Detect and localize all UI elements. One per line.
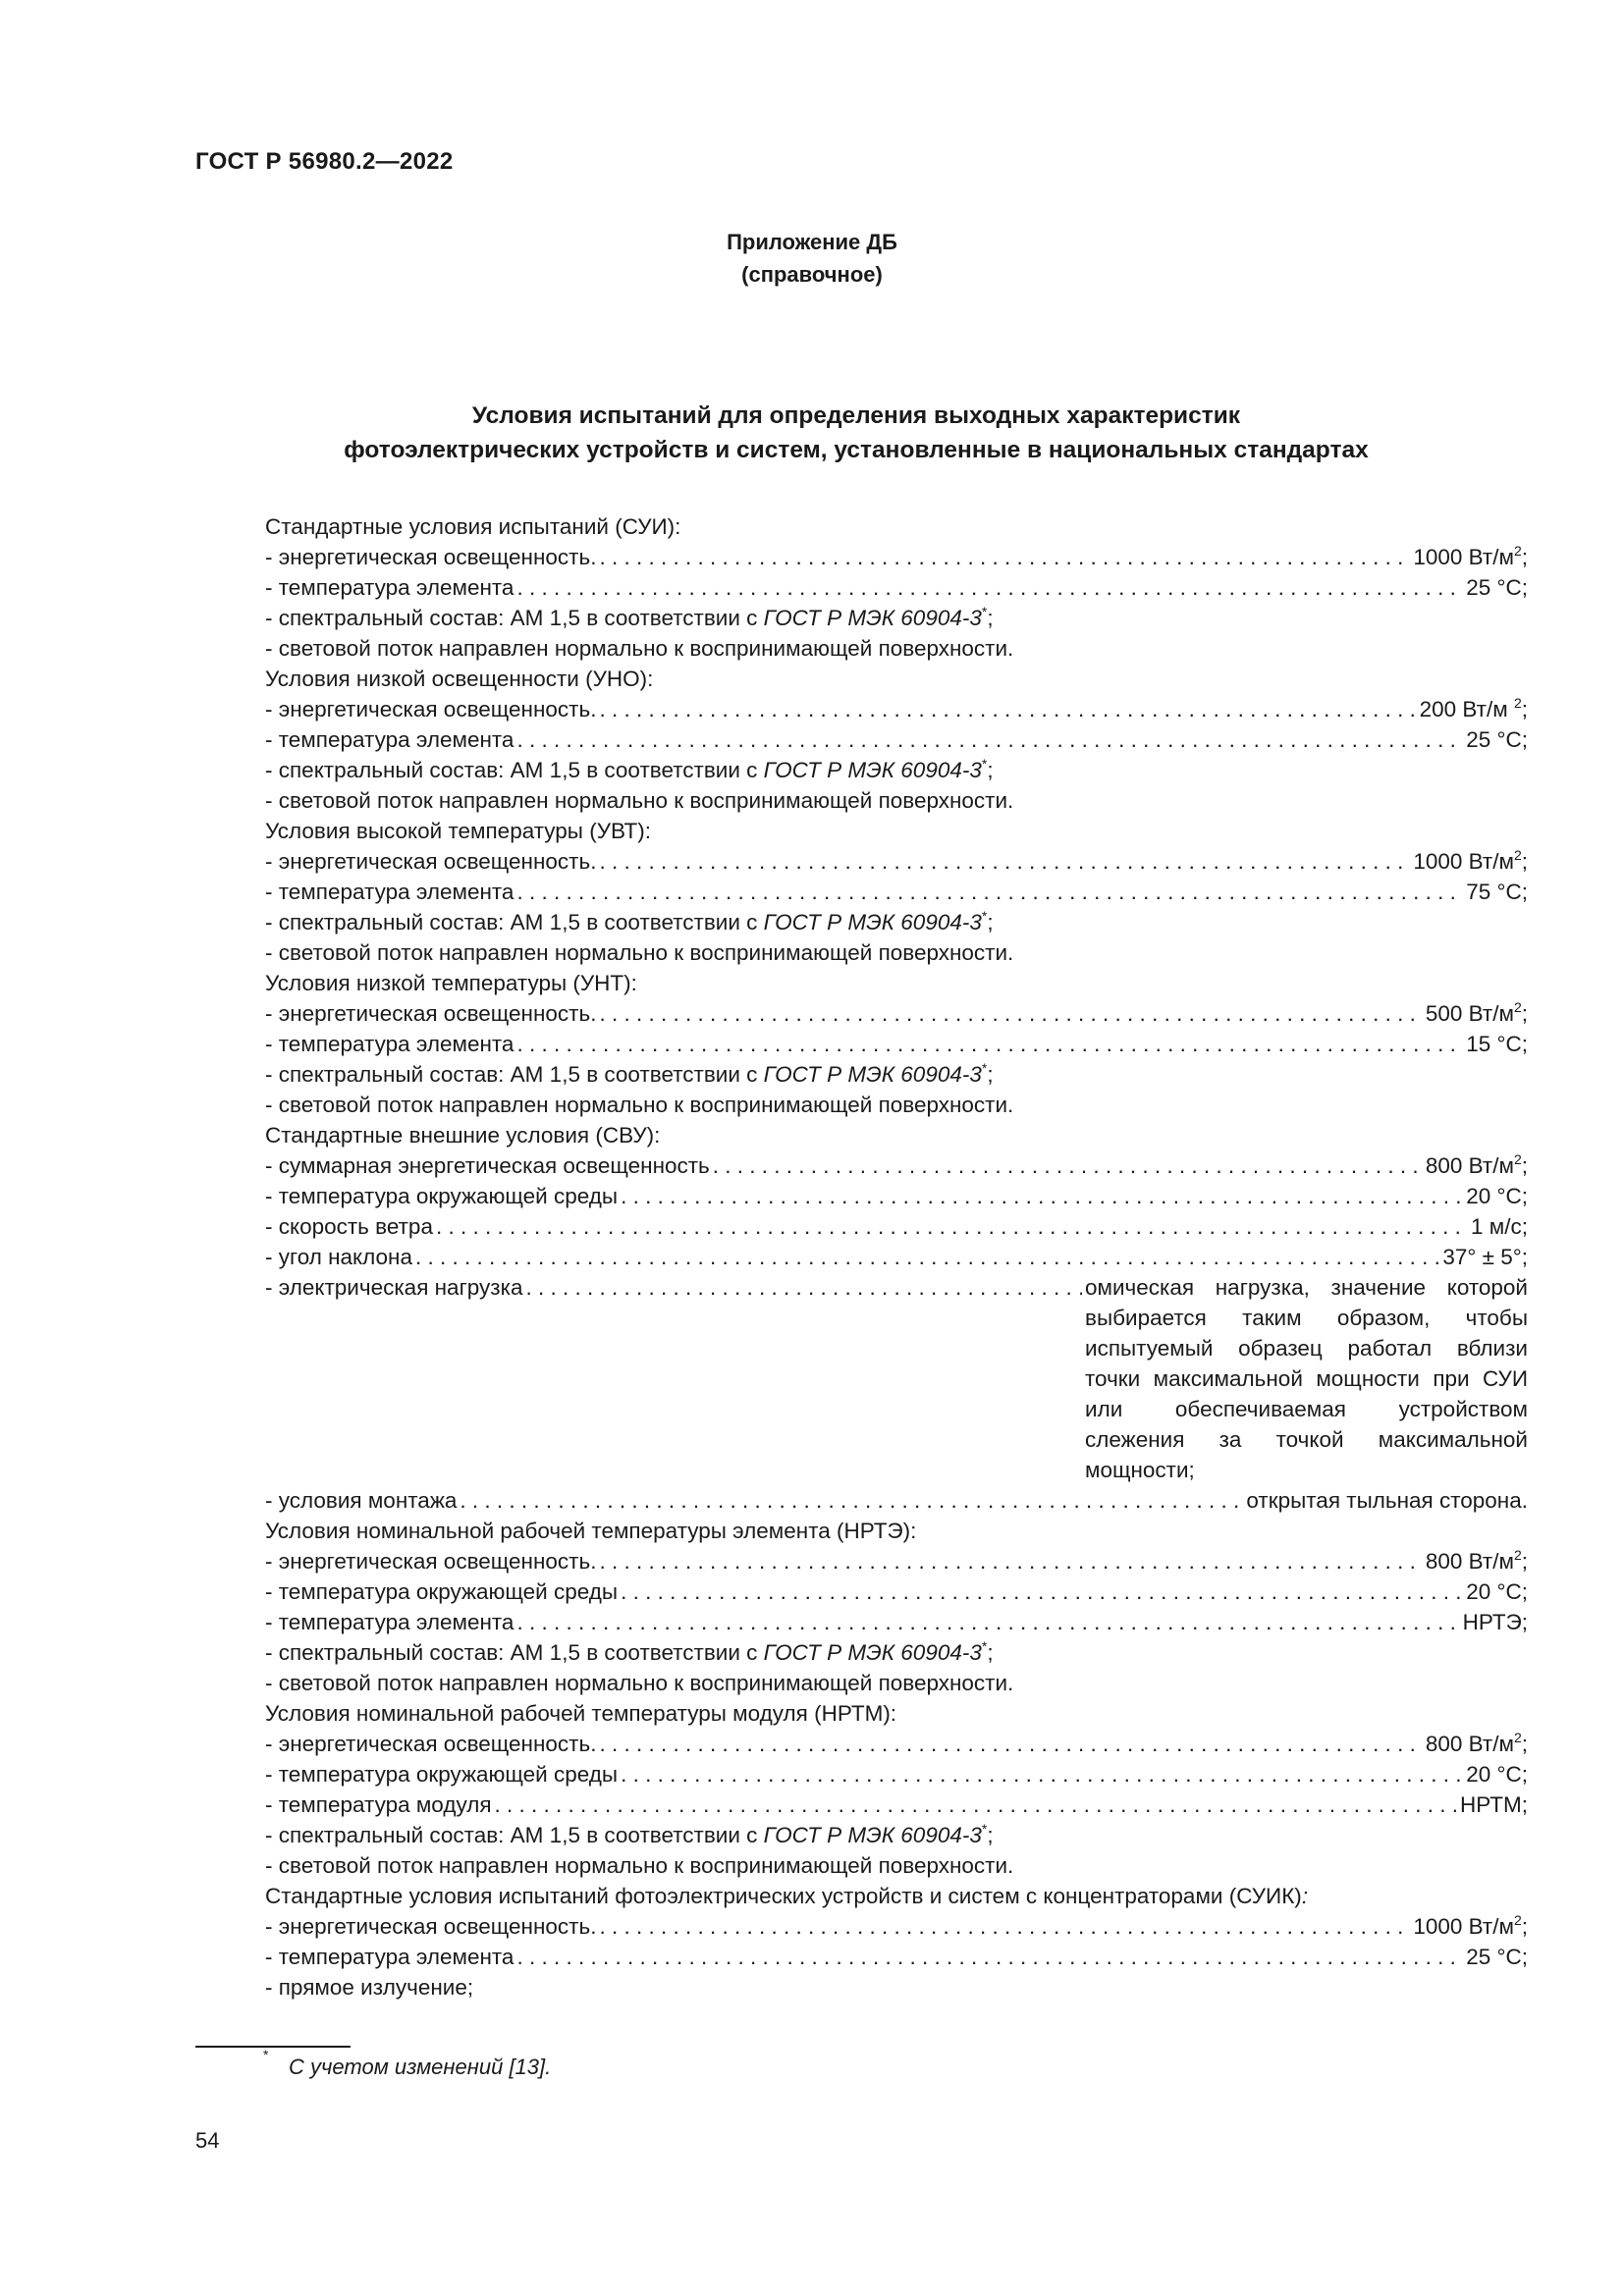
module-temperature-value: НРТМ; — [1460, 1792, 1528, 1817]
dot-leader — [436, 1211, 1468, 1242]
standard-reference: ГОСТ Р МЭК 60904-3 — [763, 606, 982, 630]
dot-leader — [460, 1485, 1243, 1516]
temperature-label: - температура элемента — [265, 727, 514, 752]
svu-ambient-temperature-row — [265, 1181, 1528, 1211]
uno-heading: Условия низкой освещенности (УНО): — [265, 667, 654, 691]
dot-leader — [495, 1789, 1457, 1820]
svu-heading: Стандартные внешние условия (СВУ): — [265, 1123, 661, 1148]
spectrum-line: - спектральный состав: АМ 1,5 в соответствии с ГОСТ Р МЭК 60904-3*; — [265, 756, 994, 782]
sui-heading: Стандартные условия испытаний (СУИ): — [265, 514, 681, 539]
svu-wind-speed-row — [265, 1211, 1528, 1242]
irradiance-label: - суммарная энергетическая освещенность — [265, 1153, 710, 1178]
section-title — [0, 399, 1624, 467]
dot-leader — [516, 724, 1463, 755]
spectrum-line: - спектральный состав: АМ 1,5 в соответствии с ГОСТ Р МЭК 60904-3*; — [265, 908, 994, 934]
irradiance-label: - энергетическая освещенность. — [265, 849, 597, 874]
suik-heading: Стандартные условия испытаний фотоэлектрических устройств и систем с концентраторами (СУИК): — [265, 1884, 1309, 1908]
temperature-value: 25 °C; — [1466, 575, 1528, 600]
tilt-angle-value: 37° ± 5°; — [1442, 1245, 1528, 1269]
footnote-marker: * — [981, 1638, 988, 1654]
dot-leader — [621, 1181, 1463, 1211]
tilt-angle-label: - угол наклона — [265, 1245, 412, 1269]
flux-line: - световой поток направлен нормально к воспринимающей поверхности. — [265, 940, 1014, 965]
nrtm-module-temperature-row — [265, 1789, 1528, 1820]
nrte-ambient-temperature-row — [265, 1576, 1528, 1607]
nrte-heading: Условия номинальной рабочей температуры элемента (НРТЭ): — [265, 1519, 917, 1543]
irradiance-value: 1000 $Вт/м^2$; — [1413, 1912, 1528, 1939]
spectrum-line: - спектральный состав: АМ 1,5 в соответствии с ГОСТ Р МЭК 60904-3*; — [265, 1821, 994, 1847]
uvt-heading: Условия высокой температуры (УВТ): — [265, 819, 651, 843]
standard-reference: ГОСТ Р МЭК 60904-3 — [763, 1062, 982, 1087]
mounting-value: открытая тыльная сторона. — [1246, 1488, 1528, 1513]
temperature-label: - температура элемента — [265, 1032, 514, 1056]
standard-reference: ГОСТ Р МЭК 60904-3 — [763, 910, 982, 934]
footnote-marker: * — [981, 604, 988, 619]
suik-temperature-row — [265, 1942, 1528, 1972]
dot-leader — [599, 846, 1410, 877]
mounting-label: - условия монтажа — [265, 1488, 458, 1513]
section-title-line-1: Условия испытаний для определения выходных характеристик — [471, 402, 1241, 429]
svu-mounting-row — [265, 1485, 1528, 1516]
dot-leader — [599, 542, 1410, 572]
dot-leader — [599, 998, 1422, 1029]
svu-irradiance-row — [265, 1150, 1528, 1181]
module-temperature-label: - температура модуля — [265, 1792, 492, 1817]
irradiance-value: 1000 $Вт/м^2$; — [1413, 847, 1528, 874]
flux-line: - световой поток направлен нормально к воспринимающей поверхности. — [265, 1671, 1014, 1695]
flux-line: - световой поток направлен нормально к воспринимающей поверхности. — [265, 636, 1014, 661]
dot-leader — [415, 1242, 1439, 1272]
irradiance-label: - энергетическая освещенность. — [265, 1549, 597, 1574]
dot-leader — [516, 1607, 1459, 1637]
irradiance-label: - энергетическая освещенность. — [265, 697, 597, 721]
ambient-temperature-value: 20 °C; — [1466, 1762, 1528, 1787]
appendix-heading — [0, 226, 1624, 291]
spectrum-line: - спектральный состав: АМ 1,5 в соответствии с ГОСТ Р МЭК 60904-3*; — [265, 1060, 994, 1087]
footnote-marker: * — [981, 756, 988, 772]
sui-irradiance-row — [265, 542, 1528, 572]
footnote-marker: * — [981, 1821, 988, 1837]
uvt-temperature-row — [265, 877, 1528, 907]
temperature-value: НРТЭ; — [1462, 1610, 1528, 1634]
ambient-temperature-label: - температура окружающей среды — [265, 1184, 619, 1208]
ambient-temperature-label: - температура окружающей среды — [265, 1579, 619, 1604]
flux-line: - световой поток направлен нормально к воспринимающей поверхности. — [265, 788, 1014, 813]
appendix-status: (справочное) — [741, 262, 883, 287]
spectrum-line: - спектральный состав: АМ 1,5 в соответствии с ГОСТ Р МЭК 60904-3*; — [265, 604, 994, 630]
ambient-temperature-value: 20 °C; — [1466, 1184, 1528, 1208]
dot-leader — [516, 572, 1463, 603]
irradiance-value: 200 Вт/м $^2$; — [1419, 695, 1528, 721]
irradiance-value: 800 $Вт/м^2$; — [1425, 1547, 1528, 1574]
footnote-separator — [195, 2046, 351, 2048]
temperature-label: - температура элемента — [265, 575, 514, 600]
unt-temperature-row — [265, 1029, 1528, 1059]
dot-leader — [516, 877, 1463, 907]
footnote-marker: * — [981, 1060, 988, 1076]
section-title-line-2: фотоэлектрических устройств и систем, установленные в национальных стандартах — [344, 437, 1369, 463]
footnote-marker: * — [981, 908, 988, 924]
uvt-irradiance-row — [265, 846, 1528, 877]
dot-leader — [599, 1729, 1422, 1759]
irradiance-value: 800 $Вт/м^2$; — [1425, 1730, 1528, 1756]
irradiance-label: - энергетическая освещенность. — [265, 1732, 597, 1756]
nrtm-irradiance-row — [265, 1729, 1528, 1759]
flux-line: - световой поток направлен нормально к воспринимающей поверхности. — [265, 1853, 1014, 1878]
document-header: ГОСТ Р 56980.2—2022 — [195, 148, 454, 175]
dot-leader — [621, 1576, 1463, 1607]
ambient-temperature-value: 20 °C; — [1466, 1579, 1528, 1604]
electrical-load-value: омическая нагрузка, значение которой выбирается таким образом, чтобы испытуемый образец работал вблизи точки максимальной мощности при СУИ или обеспечиваемая устройством слежения за точкой максимальной мощности; — [1085, 1275, 1528, 1482]
standard-reference: ГОСТ Р МЭК 60904-3 — [763, 1823, 982, 1847]
conditions-list — [265, 511, 1528, 2002]
nrte-irradiance-row — [265, 1546, 1528, 1576]
standard-reference: ГОСТ Р МЭК 60904-3 — [763, 1640, 982, 1665]
temperature-value: 15 °C; — [1466, 1032, 1528, 1056]
ambient-temperature-label: - температура окружающей среды — [265, 1762, 619, 1787]
suik-irradiance-row — [265, 1911, 1528, 1942]
irradiance-label: - энергетическая освещенность. — [265, 545, 597, 569]
dot-leader — [516, 1029, 1463, 1059]
standard-reference: ГОСТ Р МЭК 60904-3 — [763, 758, 982, 782]
appendix-label: Приложение ДБ — [727, 230, 897, 254]
irradiance-label: - энергетическая освещенность. — [265, 1001, 597, 1026]
irradiance-label: - энергетическая освещенность. — [265, 1914, 597, 1939]
nrte-temperature-row — [265, 1607, 1528, 1637]
temperature-label: - температура элемента — [265, 880, 514, 904]
uno-irradiance-row — [265, 694, 1528, 724]
dot-leader — [599, 1546, 1422, 1576]
direct-radiation-line: - прямое излучение; — [265, 1975, 474, 2000]
wind-speed-value: 1 м/с; — [1471, 1214, 1528, 1239]
spectrum-line: - спектральный состав: АМ 1,5 в соответствии с ГОСТ Р МЭК 60904-3*; — [265, 1638, 994, 1665]
sui-temperature-row — [265, 572, 1528, 603]
dot-leader — [599, 694, 1416, 724]
footnote: * С учетом изменений [13]. — [263, 2047, 552, 2079]
temperature-label: - температура элемента — [265, 1945, 514, 1969]
nrtm-heading: Условия номинальной рабочей температуры модуля (НРТМ): — [265, 1701, 897, 1726]
page-number: 54 — [195, 2128, 220, 2153]
flux-line: - световой поток направлен нормально к воспринимающей поверхности. — [265, 1093, 1014, 1117]
uno-temperature-row — [265, 724, 1528, 755]
dot-leader — [525, 1272, 1082, 1303]
temperature-value: 25 °C; — [1466, 1945, 1528, 1969]
irradiance-value: 500 $Вт/м^2$; — [1425, 999, 1528, 1026]
dot-leader — [599, 1911, 1410, 1942]
nrtm-ambient-temperature-row — [265, 1759, 1528, 1789]
electrical-load-label: - электрическая нагрузка — [265, 1275, 523, 1300]
footnote-text: С учетом изменений [13]. — [289, 2055, 552, 2079]
dot-leader — [713, 1150, 1423, 1181]
irradiance-value: 1000 $Вт/м^2$; — [1413, 543, 1528, 569]
svu-tilt-angle-row — [265, 1242, 1528, 1272]
irradiance-value: 800 $Вт/м^2$; — [1425, 1151, 1528, 1178]
temperature-label: - температура элемента — [265, 1610, 514, 1634]
temperature-value: 25 °C; — [1466, 727, 1528, 752]
wind-speed-label: - скорость ветра — [265, 1214, 433, 1239]
svu-electrical-load-row — [265, 1272, 1528, 1485]
temperature-value: 75 °C; — [1466, 880, 1528, 904]
unt-heading: Условия низкой температуры (УНТ): — [265, 971, 637, 995]
dot-leader — [621, 1759, 1463, 1789]
dot-leader — [516, 1942, 1463, 1972]
unt-irradiance-row — [265, 998, 1528, 1029]
